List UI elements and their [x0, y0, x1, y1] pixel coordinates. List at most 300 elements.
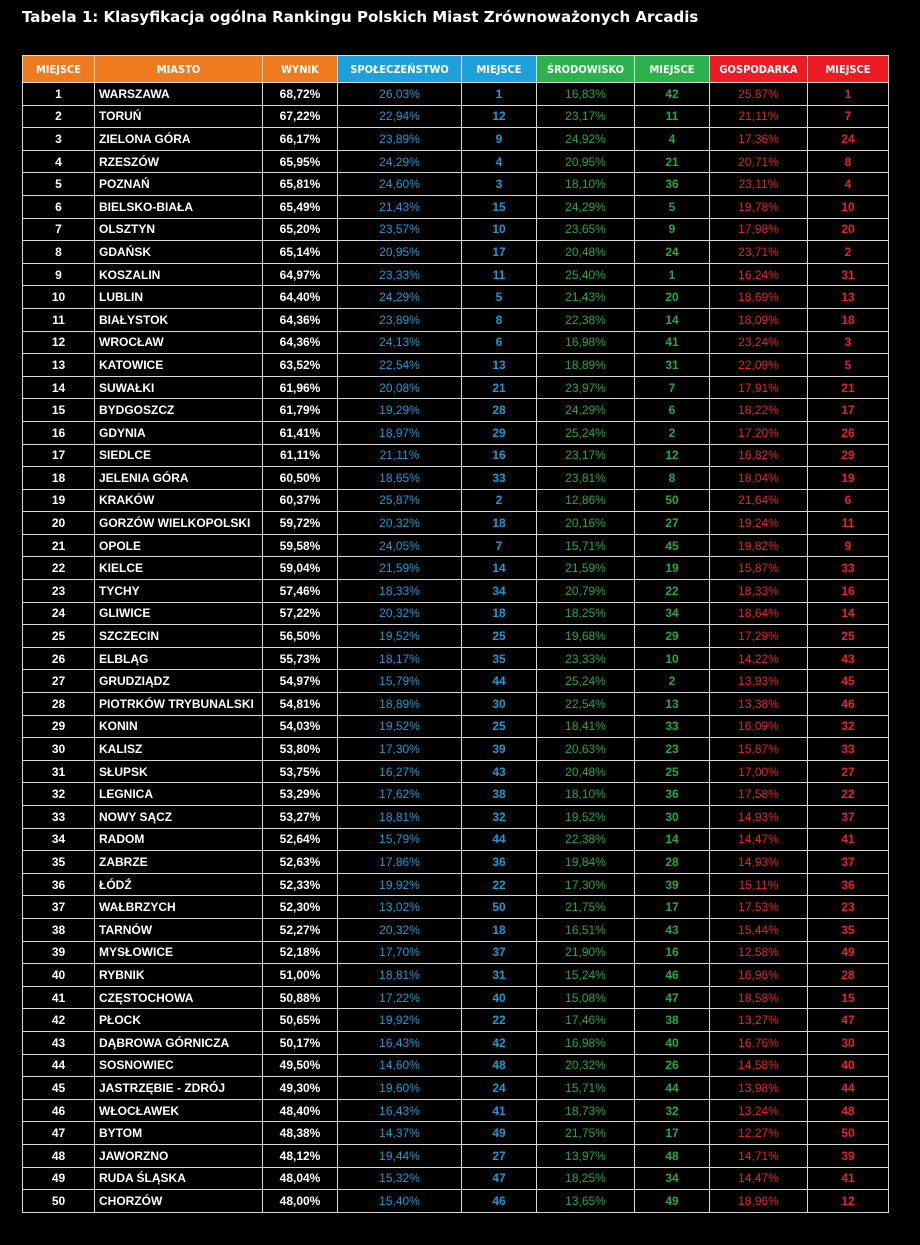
- cell-economy: 16,24%: [710, 263, 808, 286]
- cell-score: 57,46%: [263, 580, 338, 603]
- cell-economy-rank: 16: [808, 580, 889, 603]
- cell-economy-rank: 28: [808, 964, 889, 987]
- cell-environment-rank: 10: [635, 647, 710, 670]
- cell-society-rank: 25: [462, 625, 537, 648]
- cell-society: 26,03%: [338, 83, 462, 106]
- cell-environment: 23,17%: [537, 105, 635, 128]
- cell-society: 19,44%: [338, 1144, 462, 1167]
- cell-economy: 18,04%: [710, 467, 808, 490]
- cell-city: WROCŁAW: [95, 331, 263, 354]
- cell-environment: 18,25%: [537, 602, 635, 625]
- cell-environment-rank: 5: [635, 195, 710, 218]
- cell-score: 48,00%: [263, 1190, 338, 1213]
- cell-rank: 10: [23, 286, 95, 309]
- cell-score: 48,40%: [263, 1099, 338, 1122]
- table-row: [23, 602, 889, 625]
- cell-economy: 21,64%: [710, 489, 808, 512]
- cell-economy: 18,33%: [710, 580, 808, 603]
- cell-economy: 21,11%: [710, 105, 808, 128]
- cell-environment: 18,89%: [537, 354, 635, 377]
- cell-city: OLSZTYN: [95, 218, 263, 241]
- cell-economy-rank: 17: [808, 399, 889, 422]
- cell-economy-rank: 7: [808, 105, 889, 128]
- cell-society: 23,89%: [338, 128, 462, 151]
- cell-economy-rank: 41: [808, 828, 889, 851]
- cell-rank: 28: [23, 693, 95, 716]
- cell-rank: 45: [23, 1077, 95, 1100]
- cell-society-rank: 44: [462, 828, 537, 851]
- cell-rank: 21: [23, 534, 95, 557]
- cell-society: 18,97%: [338, 421, 462, 444]
- cell-economy: 18,58%: [710, 986, 808, 1009]
- cell-society-rank: 6: [462, 331, 537, 354]
- cell-society-rank: 14: [462, 557, 537, 580]
- cell-rank: 33: [23, 806, 95, 829]
- cell-city: NOWY SĄCZ: [95, 806, 263, 829]
- cell-economy: 14,47%: [710, 1167, 808, 1190]
- cell-score: 50,65%: [263, 1009, 338, 1032]
- cell-economy-rank: 37: [808, 851, 889, 874]
- cell-city: JASTRZĘBIE - ZDRÓJ: [95, 1077, 263, 1100]
- cell-society-rank: 25: [462, 715, 537, 738]
- cell-economy-rank: 48: [808, 1099, 889, 1122]
- table-row: [23, 896, 889, 919]
- cell-score: 54,81%: [263, 693, 338, 716]
- cell-environment: 24,29%: [537, 195, 635, 218]
- cell-society: 19,29%: [338, 399, 462, 422]
- cell-environment: 20,16%: [537, 512, 635, 535]
- cell-environment-rank: 7: [635, 376, 710, 399]
- cell-economy-rank: 4: [808, 173, 889, 196]
- cell-score: 52,63%: [263, 851, 338, 874]
- cell-society: 14,60%: [338, 1054, 462, 1077]
- cell-rank: 16: [23, 421, 95, 444]
- ranking-table: [22, 55, 889, 1213]
- cell-score: 65,81%: [263, 173, 338, 196]
- cell-society: 15,79%: [338, 828, 462, 851]
- cell-society: 20,32%: [338, 602, 462, 625]
- table-row: [23, 1054, 889, 1077]
- cell-score: 50,88%: [263, 986, 338, 1009]
- cell-city: KOSZALIN: [95, 263, 263, 286]
- cell-city: JELENIA GÓRA: [95, 467, 263, 490]
- cell-economy: 18,64%: [710, 602, 808, 625]
- cell-city: WARSZAWA: [95, 83, 263, 106]
- cell-city: TORUŃ: [95, 105, 263, 128]
- cell-economy-rank: 30: [808, 1031, 889, 1054]
- cell-economy-rank: 22: [808, 783, 889, 806]
- cell-rank: 11: [23, 308, 95, 331]
- cell-city: RUDA ŚLĄSKA: [95, 1167, 263, 1190]
- cell-city: TARNÓW: [95, 918, 263, 941]
- cell-rank: 6: [23, 195, 95, 218]
- cell-society: 23,89%: [338, 308, 462, 331]
- cell-score: 53,27%: [263, 806, 338, 829]
- cell-society-rank: 36: [462, 851, 537, 874]
- cell-environment: 17,46%: [537, 1009, 635, 1032]
- cell-society: 20,08%: [338, 376, 462, 399]
- cell-score: 65,95%: [263, 150, 338, 173]
- cell-economy: 17,98%: [710, 218, 808, 241]
- cell-rank: 48: [23, 1144, 95, 1167]
- cell-economy: 14,93%: [710, 851, 808, 874]
- cell-society-rank: 21: [462, 376, 537, 399]
- cell-society: 19,52%: [338, 625, 462, 648]
- cell-society: 15,40%: [338, 1190, 462, 1213]
- table-row: [23, 964, 889, 987]
- cell-environment-rank: 49: [635, 1190, 710, 1213]
- cell-society-rank: 47: [462, 1167, 537, 1190]
- cell-economy-rank: 15: [808, 986, 889, 1009]
- cell-rank: 3: [23, 128, 95, 151]
- cell-environment: 23,33%: [537, 647, 635, 670]
- cell-economy-rank: 33: [808, 557, 889, 580]
- cell-economy: 25,87%: [710, 83, 808, 106]
- cell-rank: 49: [23, 1167, 95, 1190]
- cell-society-rank: 15: [462, 195, 537, 218]
- cell-economy-rank: 40: [808, 1054, 889, 1077]
- cell-society: 19,92%: [338, 1009, 462, 1032]
- cell-economy-rank: 49: [808, 941, 889, 964]
- cell-environment-rank: 50: [635, 489, 710, 512]
- cell-score: 64,36%: [263, 331, 338, 354]
- cell-society: 24,29%: [338, 150, 462, 173]
- table-row: [23, 783, 889, 806]
- table-row: [23, 580, 889, 603]
- cell-economy-rank: 21: [808, 376, 889, 399]
- cell-score: 59,04%: [263, 557, 338, 580]
- cell-city: KIELCE: [95, 557, 263, 580]
- cell-society: 22,94%: [338, 105, 462, 128]
- cell-society: 21,11%: [338, 444, 462, 467]
- table-row: [23, 150, 889, 173]
- cell-environment: 24,92%: [537, 128, 635, 151]
- cell-environment-rank: 26: [635, 1054, 710, 1077]
- header-society-rank: MIEJSCE: [462, 56, 537, 83]
- table-row: [23, 286, 889, 309]
- cell-environment-rank: 44: [635, 1077, 710, 1100]
- cell-environment: 22,38%: [537, 308, 635, 331]
- cell-environment-rank: 11: [635, 105, 710, 128]
- cell-economy-rank: 50: [808, 1122, 889, 1145]
- cell-economy: 18,96%: [710, 1190, 808, 1213]
- cell-rank: 18: [23, 467, 95, 490]
- cell-economy-rank: 46: [808, 693, 889, 716]
- cell-environment-rank: 16: [635, 941, 710, 964]
- cell-economy-rank: 6: [808, 489, 889, 512]
- cell-rank: 34: [23, 828, 95, 851]
- cell-society: 19,92%: [338, 873, 462, 896]
- cell-economy: 16,76%: [710, 1031, 808, 1054]
- cell-score: 63,52%: [263, 354, 338, 377]
- cell-city: BIAŁYSTOK: [95, 308, 263, 331]
- table-row: [23, 444, 889, 467]
- cell-environment: 12,86%: [537, 489, 635, 512]
- cell-city: KONIN: [95, 715, 263, 738]
- cell-economy-rank: 14: [808, 602, 889, 625]
- table-row: [23, 195, 889, 218]
- cell-rank: 32: [23, 783, 95, 806]
- cell-environment: 22,54%: [537, 693, 635, 716]
- cell-city: BYDGOSZCZ: [95, 399, 263, 422]
- ranking-table-container: [22, 55, 888, 1213]
- cell-environment-rank: 14: [635, 828, 710, 851]
- cell-score: 53,80%: [263, 738, 338, 761]
- cell-environment: 18,73%: [537, 1099, 635, 1122]
- cell-score: 54,97%: [263, 670, 338, 693]
- cell-score: 52,64%: [263, 828, 338, 851]
- cell-society-rank: 18: [462, 512, 537, 535]
- cell-society-rank: 38: [462, 783, 537, 806]
- cell-economy: 17,53%: [710, 896, 808, 919]
- cell-society: 24,29%: [338, 286, 462, 309]
- cell-score: 49,50%: [263, 1054, 338, 1077]
- cell-city: RYBNIK: [95, 964, 263, 987]
- cell-economy-rank: 27: [808, 760, 889, 783]
- cell-environment-rank: 21: [635, 150, 710, 173]
- cell-society-rank: 12: [462, 105, 537, 128]
- cell-economy-rank: 29: [808, 444, 889, 467]
- header-economy: GOSPODARKA: [710, 56, 808, 83]
- cell-society: 18,65%: [338, 467, 462, 490]
- cell-society: 17,22%: [338, 986, 462, 1009]
- cell-environment-rank: 33: [635, 715, 710, 738]
- cell-environment-rank: 23: [635, 738, 710, 761]
- header-city: MIASTO: [95, 56, 263, 83]
- table-row: [23, 173, 889, 196]
- table-row: [23, 534, 889, 557]
- cell-society-rank: 18: [462, 602, 537, 625]
- cell-environment: 15,71%: [537, 534, 635, 557]
- cell-city: RZESZÓW: [95, 150, 263, 173]
- cell-economy-rank: 35: [808, 918, 889, 941]
- cell-society: 15,32%: [338, 1167, 462, 1190]
- table-row: [23, 399, 889, 422]
- cell-society: 20,95%: [338, 241, 462, 264]
- cell-environment-rank: 19: [635, 557, 710, 580]
- cell-economy-rank: 31: [808, 263, 889, 286]
- cell-economy-rank: 33: [808, 738, 889, 761]
- cell-city: SUWAŁKI: [95, 376, 263, 399]
- cell-economy: 18,69%: [710, 286, 808, 309]
- cell-city: ZIELONA GÓRA: [95, 128, 263, 151]
- cell-economy-rank: 5: [808, 354, 889, 377]
- header-row: [23, 56, 889, 83]
- cell-environment-rank: 28: [635, 851, 710, 874]
- cell-city: OPOLE: [95, 534, 263, 557]
- cell-score: 52,33%: [263, 873, 338, 896]
- cell-environment: 20,48%: [537, 241, 635, 264]
- cell-economy: 22,09%: [710, 354, 808, 377]
- cell-economy: 17,20%: [710, 421, 808, 444]
- cell-environment-rank: 31: [635, 354, 710, 377]
- cell-society-rank: 13: [462, 354, 537, 377]
- cell-society-rank: 24: [462, 1077, 537, 1100]
- cell-society: 14,37%: [338, 1122, 462, 1145]
- cell-society-rank: 49: [462, 1122, 537, 1145]
- cell-environment-rank: 34: [635, 1167, 710, 1190]
- cell-society-rank: 22: [462, 1009, 537, 1032]
- cell-city: JAWORZNO: [95, 1144, 263, 1167]
- cell-environment: 20,79%: [537, 580, 635, 603]
- cell-economy: 23,11%: [710, 173, 808, 196]
- cell-city: RADOM: [95, 828, 263, 851]
- cell-society-rank: 7: [462, 534, 537, 557]
- cell-rank: 19: [23, 489, 95, 512]
- cell-rank: 35: [23, 851, 95, 874]
- cell-score: 67,22%: [263, 105, 338, 128]
- cell-economy-rank: 19: [808, 467, 889, 490]
- cell-society: 17,70%: [338, 941, 462, 964]
- cell-city: CZĘSTOCHOWA: [95, 986, 263, 1009]
- cell-city: KALISZ: [95, 738, 263, 761]
- cell-rank: 44: [23, 1054, 95, 1077]
- cell-society-rank: 28: [462, 399, 537, 422]
- cell-society-rank: 42: [462, 1031, 537, 1054]
- cell-society-rank: 43: [462, 760, 537, 783]
- cell-economy-rank: 23: [808, 896, 889, 919]
- cell-economy-rank: 45: [808, 670, 889, 693]
- cell-economy-rank: 43: [808, 647, 889, 670]
- cell-rank: 47: [23, 1122, 95, 1145]
- cell-rank: 2: [23, 105, 95, 128]
- cell-society-rank: 41: [462, 1099, 537, 1122]
- cell-environment: 18,25%: [537, 1167, 635, 1190]
- cell-score: 57,22%: [263, 602, 338, 625]
- cell-society-rank: 44: [462, 670, 537, 693]
- table-row: [23, 489, 889, 512]
- table-row: [23, 376, 889, 399]
- cell-society: 21,43%: [338, 195, 462, 218]
- cell-society: 18,33%: [338, 580, 462, 603]
- cell-rank: 46: [23, 1099, 95, 1122]
- cell-rank: 26: [23, 647, 95, 670]
- table-row: [23, 308, 889, 331]
- cell-society-rank: 5: [462, 286, 537, 309]
- cell-environment-rank: 6: [635, 399, 710, 422]
- cell-environment-rank: 43: [635, 918, 710, 941]
- cell-economy: 16,09%: [710, 715, 808, 738]
- cell-score: 61,96%: [263, 376, 338, 399]
- cell-economy-rank: 1: [808, 83, 889, 106]
- cell-economy: 23,71%: [710, 241, 808, 264]
- cell-economy: 16,82%: [710, 444, 808, 467]
- cell-environment-rank: 34: [635, 602, 710, 625]
- cell-environment-rank: 32: [635, 1099, 710, 1122]
- cell-economy: 19,24%: [710, 512, 808, 535]
- cell-economy: 17,91%: [710, 376, 808, 399]
- cell-economy-rank: 3: [808, 331, 889, 354]
- cell-society-rank: 22: [462, 873, 537, 896]
- cell-society: 20,32%: [338, 512, 462, 535]
- cell-city: ŁÓDŹ: [95, 873, 263, 896]
- cell-society: 16,27%: [338, 760, 462, 783]
- table-row: [23, 1031, 889, 1054]
- cell-environment-rank: 41: [635, 331, 710, 354]
- cell-environment: 25,40%: [537, 263, 635, 286]
- cell-environment-rank: 36: [635, 173, 710, 196]
- cell-city: CHORZÓW: [95, 1190, 263, 1213]
- cell-rank: 14: [23, 376, 95, 399]
- cell-rank: 50: [23, 1190, 95, 1213]
- cell-rank: 8: [23, 241, 95, 264]
- cell-environment-rank: 48: [635, 1144, 710, 1167]
- cell-economy: 13,38%: [710, 693, 808, 716]
- cell-city: GDYNIA: [95, 421, 263, 444]
- cell-economy: 12,27%: [710, 1122, 808, 1145]
- cell-economy: 15,11%: [710, 873, 808, 896]
- cell-environment-rank: 20: [635, 286, 710, 309]
- cell-environment: 23,81%: [537, 467, 635, 490]
- cell-environment-rank: 17: [635, 896, 710, 919]
- cell-rank: 17: [23, 444, 95, 467]
- cell-society-rank: 8: [462, 308, 537, 331]
- cell-environment-rank: 47: [635, 986, 710, 1009]
- cell-environment: 18,10%: [537, 173, 635, 196]
- cell-society: 22,54%: [338, 354, 462, 377]
- cell-city: PIOTRKÓW TRYBUNALSKI: [95, 693, 263, 716]
- cell-economy-rank: 44: [808, 1077, 889, 1100]
- table-row: [23, 467, 889, 490]
- cell-society: 19,52%: [338, 715, 462, 738]
- cell-society-rank: 39: [462, 738, 537, 761]
- cell-city: SZCZECIN: [95, 625, 263, 648]
- cell-society-rank: 11: [462, 263, 537, 286]
- table-row: [23, 851, 889, 874]
- cell-city: TYCHY: [95, 580, 263, 603]
- cell-environment: 24,29%: [537, 399, 635, 422]
- cell-economy-rank: 11: [808, 512, 889, 535]
- cell-society-rank: 34: [462, 580, 537, 603]
- cell-society-rank: 27: [462, 1144, 537, 1167]
- cell-society-rank: 16: [462, 444, 537, 467]
- cell-rank: 20: [23, 512, 95, 535]
- cell-city: LUBLIN: [95, 286, 263, 309]
- cell-environment-rank: 1: [635, 263, 710, 286]
- cell-society: 24,60%: [338, 173, 462, 196]
- cell-rank: 25: [23, 625, 95, 648]
- cell-score: 61,41%: [263, 421, 338, 444]
- cell-rank: 15: [23, 399, 95, 422]
- cell-environment-rank: 13: [635, 693, 710, 716]
- cell-environment-rank: 2: [635, 670, 710, 693]
- cell-environment: 16,98%: [537, 331, 635, 354]
- cell-city: WŁOCŁAWEK: [95, 1099, 263, 1122]
- cell-society-rank: 35: [462, 647, 537, 670]
- table-row: [23, 1009, 889, 1032]
- cell-economy-rank: 12: [808, 1190, 889, 1213]
- cell-society-rank: 17: [462, 241, 537, 264]
- cell-environment: 21,75%: [537, 896, 635, 919]
- cell-economy: 13,27%: [710, 1009, 808, 1032]
- cell-environment-rank: 17: [635, 1122, 710, 1145]
- cell-economy-rank: 20: [808, 218, 889, 241]
- cell-environment-rank: 27: [635, 512, 710, 535]
- cell-economy: 18,09%: [710, 308, 808, 331]
- cell-environment: 25,24%: [537, 670, 635, 693]
- cell-rank: 31: [23, 760, 95, 783]
- cell-society-rank: 18: [462, 918, 537, 941]
- cell-economy: 14,22%: [710, 647, 808, 670]
- table-row: [23, 263, 889, 286]
- cell-score: 61,11%: [263, 444, 338, 467]
- cell-rank: 37: [23, 896, 95, 919]
- cell-score: 54,03%: [263, 715, 338, 738]
- cell-economy-rank: 8: [808, 150, 889, 173]
- cell-rank: 24: [23, 602, 95, 625]
- cell-economy: 19,78%: [710, 195, 808, 218]
- cell-economy: 13,93%: [710, 670, 808, 693]
